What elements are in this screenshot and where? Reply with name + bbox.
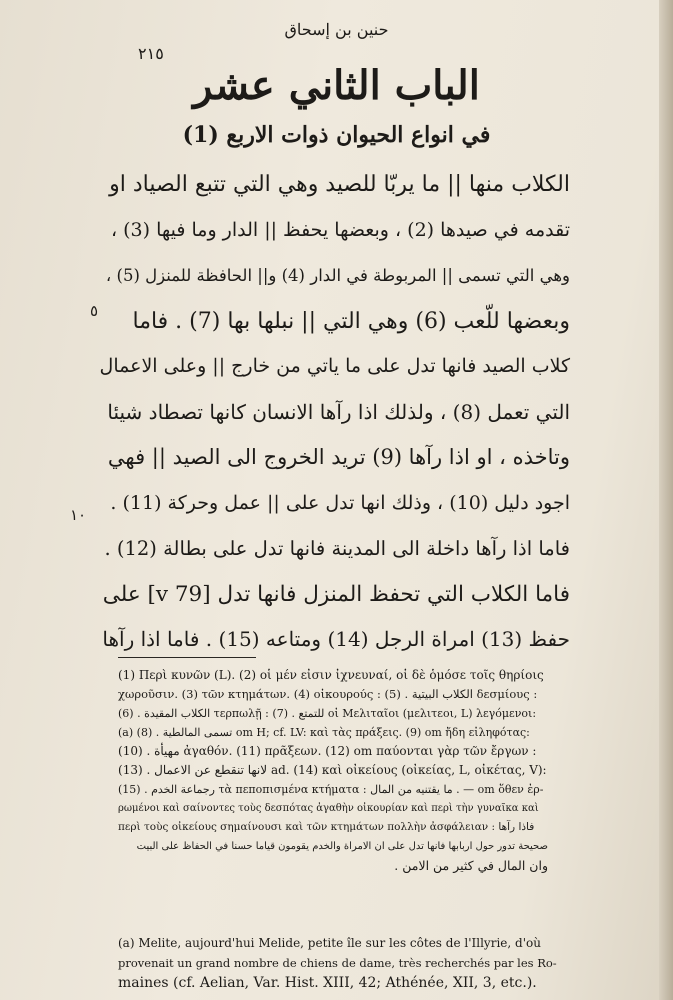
book-gutter — [659, 0, 673, 1000]
note-line: χωροῦσιν. (3) τῶν κτημάτων. (4) οἰκουρούς : الكلاب البيتية . (5) δεσμίους : — [118, 687, 538, 701]
note-line: رجماعة الخدم . (15) τὰ πεποπισμένα κτήματα : ما يقتنيه من المال . — om ὅθεν ἐρ- — [118, 783, 544, 796]
footnote-a-line: provenait un grand nombre de chiens de dame, très recherchés par les Ro- — [118, 956, 557, 970]
body-text — [100, 162, 570, 663]
note-line: (1) Περὶ κυνῶν (L). (2) οἱ μέν εἰσιν ἰχνευναί, οἱ δὲ ὁμόσε τοῖς θηρίοις — [118, 668, 544, 682]
footnote-a — [118, 933, 558, 993]
note-line-arabic: وان المال في كثير من الامن . — [394, 858, 548, 873]
body-line: كلاب الصيد فانها تدل على ما ياتي من خارج || وعلى الاعمال — [99, 355, 570, 377]
footnote-a-line: maines (cf. Aelian, Var. Hist. XIII, 42; Athénée, XII, 3, etc.). — [118, 975, 537, 991]
body-line: وهي التي تسمى || المربوطة في الدار (4) و|| الحافظة للمنزل (5) ، — [105, 266, 570, 285]
footnote-a-line: (a) Melite, aujourd'hui Melide, petite île sur les côtes de l'Illyrie, d'où — [118, 936, 541, 950]
note-line: (a) تسمى المالطية . (8) om H; cf. LV: καὶ τὰς πράξεις. (9) om ἤδη εἰληφότας: — [118, 726, 530, 739]
apparatus-notes — [118, 666, 548, 875]
body-line: تقدمه في صيدها (2) ، وبعضها يحفظ || الدار وما فيها (3) ، — [110, 218, 570, 241]
margin-line-number-10: ١٠ — [70, 506, 87, 524]
chapter-subtitle: في انواع الحيوان ذوات الاربع (1) — [182, 122, 491, 148]
page-number: ٢١٥ — [138, 44, 164, 63]
body-line: فاما الكلاب التي تحفظ المنزل فانها تدل [79 v] على — [102, 581, 570, 607]
body-line: حفظ (13) امراة الرجل (14) ومتاعه (15) . فاما اذا رآها — [102, 627, 570, 651]
body-line: الكلاب منها || ما يربّا للصيد وهي التي تتبع الصياد او — [109, 172, 570, 197]
note-line-arabic: صحيحة تدور حول اربابها فانها تدل على ان الامراة والخدم يقومون قياما حسنا في الحفاظ على البيت — [136, 841, 548, 852]
body-line: التي تعمل (8) ، ولذلك اذا رآها الانسان كانها تصطاد شيئا — [107, 399, 570, 424]
body-line: وتاخذه ، او اذا رآها (9) تريد الخروج الى الصيد || فهي — [107, 445, 570, 469]
body-line: فاما اذا رآها داخلة الى المدينة فانها تدل على بطالة (12) . — [104, 537, 570, 560]
note-line: الكلاب المقيدة . (6) τερπωλῇ : للتمتع . (7) οἱ Μελιταῖοι (μελιτεοι, L) λεγόμενοι: — [118, 707, 537, 720]
note-line: لانها تنقطع عن الاعمال . (13) ad. (14) καὶ οἰκείους (οἰκείας, L, οἰκέτας, V): — [118, 763, 547, 777]
note-line: ρωμένοι καὶ σαίνοντες τοὺς δεσπότας ἀγαθὴν οἰκουρίαν καὶ περὶ τὴν γυναῖκα καὶ — [118, 803, 539, 814]
body-line: اجود دليل (10) ، وذلك انها تدل على || عمل وحركة (11) . — [110, 491, 570, 514]
note-line: περὶ τοὺς οἰκείους σημαίνουσι καὶ τῶν κτημάτων πολλὴν ἀσφάλειαν : فاذا رآها — [118, 821, 535, 833]
footnote-rule — [118, 657, 256, 658]
body-line: وبعضها للّعب (6) وهي التي || نبلها بها (7) . فاما — [132, 308, 570, 334]
running-head: حنين بن إسحاق — [284, 20, 389, 39]
chapter-title: الباب الثاني عشر — [193, 62, 480, 109]
note-line: مهيأة . (10) ἀγαθόν. (11) πρᾶξεων. (12) om παύονται γὰρ τῶν ἔργων : — [118, 744, 537, 758]
margin-line-number-5: ٥ — [90, 302, 99, 320]
